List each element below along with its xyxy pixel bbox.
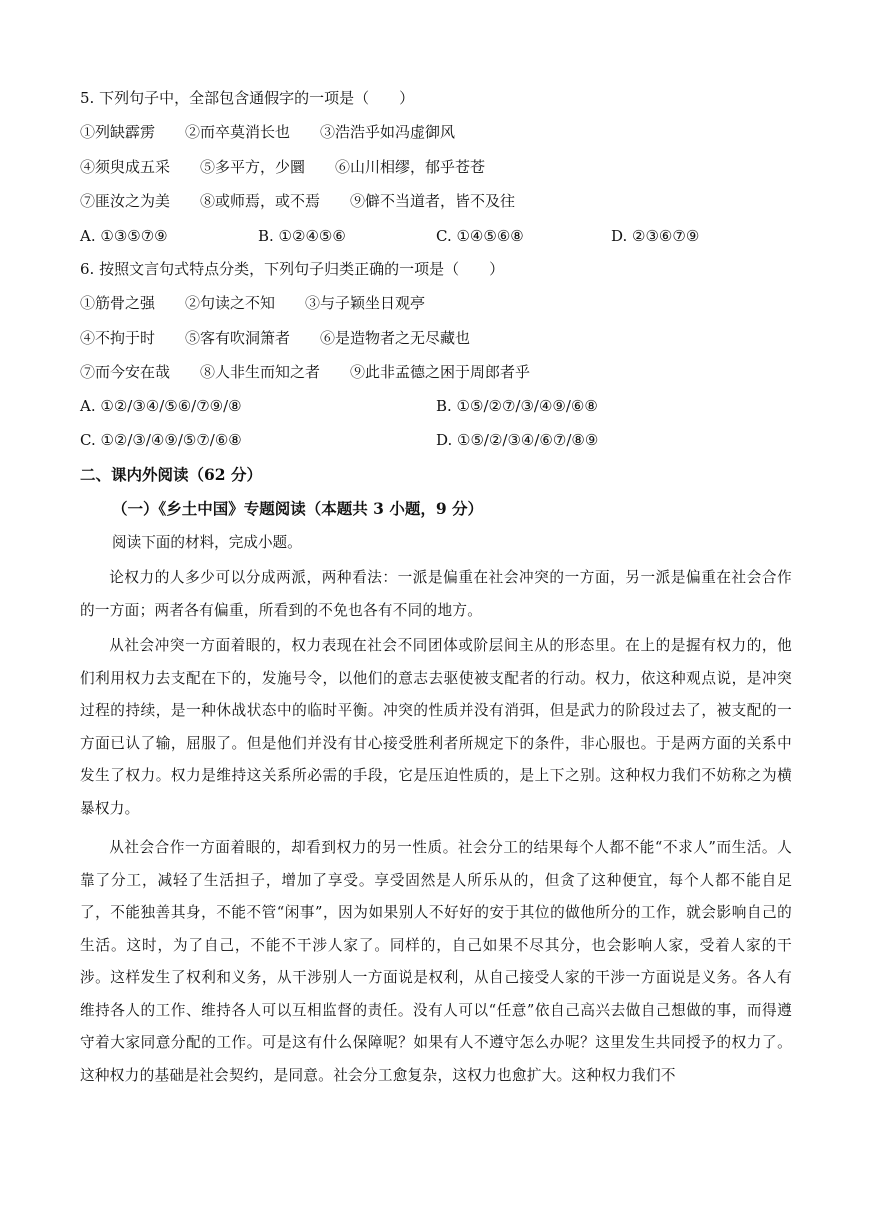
- q5-option-a: A. ①③⑤⑦⑨: [80, 227, 168, 245]
- q5-option-d: D. ②③⑥⑦⑨: [611, 227, 700, 245]
- q5-options: [80, 226, 800, 246]
- q5-option-b: B. ①②④⑤⑥: [258, 227, 346, 245]
- q5-row-2: ④须臾成五采 ⑤多平方，少圜 ⑥山川相缪，郁乎苍苍: [80, 158, 486, 176]
- q5-stem: 5. 下列句子中，全部包含通假字的一项是（ ）: [80, 89, 415, 107]
- reading-instruction: 阅读下面的材料，完成小题。: [112, 534, 302, 551]
- q6-option-a: A. ①②/③④/⑤⑥/⑦⑨/⑧: [80, 397, 242, 415]
- q6-options-row-2: [80, 430, 800, 450]
- paragraph-1: 论权力的人多少可以分成两派，两种看法：一派是偏重在社会冲突的一方面，另一派是偏重在社会合作的一方面；两者各有偏重，所看到的不免也各有不同的地方。: [80, 569, 792, 619]
- subsection-1-title: （一）《乡土中国》专题阅读（本题共 3 小题，9 分）: [112, 499, 484, 518]
- q6-option-c: C. ①②/③/④⑨/⑤⑦/⑥⑧: [80, 431, 242, 449]
- q6-option-d: D. ①⑤/②/③④/⑥⑦/⑧⑨: [436, 431, 599, 449]
- paragraph-2: 从社会冲突一方面着眼的，权力表现在社会不同团体或阶层间主从的形态里。在上的是握有权力的，他们利用权力去支配在下的，发施号令，以他们的意志去驱使被支配者的行动。权力，依这种观点说，是冲突过程的持续，是一种休战状态中的临时平衡。冲突的性质并没有消弭，但是武力的阶段过去了，被支配的一方面已认了输，屈服了。但是他们并没有甘心接受胜利者所规定下的条件，非心服也。于是两方面的关系中发生了权力。权力是维持这关系所必需的手段，它是压迫性质的，是上下之别。这种权力我们不妨称之为横暴权力。: [80, 637, 792, 817]
- q6-row-2: ④不拘于时 ⑤客有吹洞箫者 ⑥是造物者之无尽藏也: [80, 329, 471, 347]
- paragraph-3: 从社会合作一方面着眼的，却看到权力的另一性质。社会分工的结果每个人都不能“不求人”而生活。人靠了分工，减轻了生活担子，增加了享受。享受固然是人所乐从的，但贪了这种便宜，每个人都不能自足了，不能独善其身，不能不管“闲事”，因为如果别人不好好的安于其位的做他所分的工作，就会影响自己的生活。这时，为了自己，不能不干涉人家了。同样的，自己如果不尽其分，也会影响人家，受着人家的干涉。这样发生了权利和义务，从干涉别人一方面说是权利，从自己接受人家的干涉一方面说是义务。各人有维持各人的工作、维持各人可以互相监督的责任。没有人可以“任意”依自己高兴去做自己想做的事，而得遵守着大家同意分配的工作。可是这有什么保障呢？如果有人不遵守怎么办呢？这里发生共同授予的权力了。这种权力的基础是社会契约，是同意。社会分工愈复杂，这权力也愈扩大。这种权力我们不: [80, 839, 792, 1084]
- q5-row-1: ①列缺霹雳 ②而卒莫消长也 ③浩浩乎如冯虚御风: [80, 123, 456, 141]
- q6-option-b: B. ①⑤/②⑦/③/④⑨/⑥⑧: [436, 397, 598, 415]
- q6-row-1: ①筋骨之强 ②句读之不知 ③与子颖坐日观亭: [80, 294, 426, 312]
- q5-row-3: ⑦匪汝之为美 ⑧或师焉，或不焉 ⑨僻不当道者，皆不及往: [80, 192, 516, 210]
- q6-options-row-1: [80, 396, 800, 416]
- q5-option-c: C. ①④⑤⑥⑧: [436, 227, 524, 245]
- q6-stem: 6. 按照文言句式特点分类，下列句子归类正确的一项是（ ）: [80, 260, 505, 278]
- q6-row-3: ⑦而今安在哉 ⑧人非生而知之者 ⑨此非孟德之困于周郎者乎: [80, 363, 531, 381]
- section-2-title: 二、课内外阅读（62 分）: [80, 465, 262, 484]
